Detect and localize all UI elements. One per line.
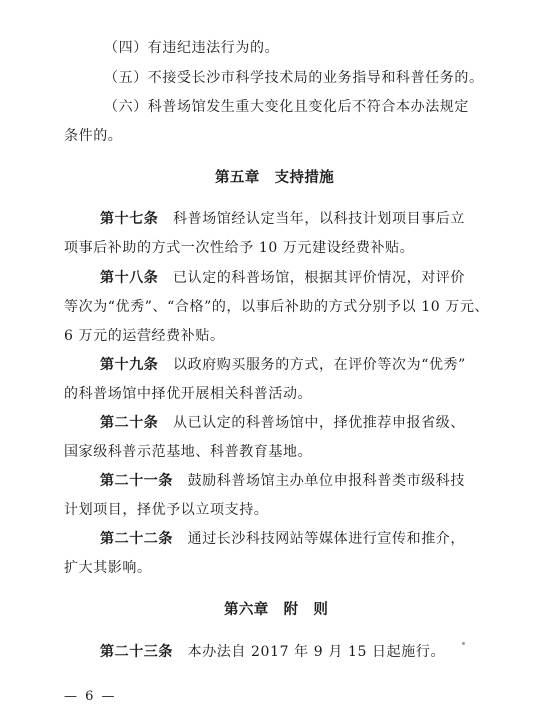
article-17-label: 第十七条 [100, 211, 159, 227]
article-19-label: 第十九条 [100, 357, 159, 373]
article-20-label: 第二十条 [100, 415, 159, 431]
article-21-text-1: 鼓励科普场馆主办单位申报科普类市级科技 [173, 473, 465, 489]
article-22-label: 第二十二条 [100, 531, 173, 547]
article-17-line-2: 项事后补助的方式一次性给予 10 万元建设经费补贴。 [64, 240, 415, 256]
chapter-5-title: 第五章 支持措施 [215, 169, 335, 186]
clause-6-line-1: （六）科普场馆发生重大变化且变化后不符合本办法规定 [104, 99, 469, 115]
article-19-line-2: 的科普场馆中择优开展相关科普活动。 [64, 386, 313, 402]
article-23-line-1 [100, 642, 445, 662]
article-23-label: 第二十三条 [100, 644, 173, 660]
article-20-text-1: 从已认定的科普场馆中，择优推荐申报省级、 [158, 415, 466, 431]
article-18-line-3: 6 万元的运营经费补贴。 [64, 328, 225, 344]
page-number: — 6 — [64, 689, 117, 704]
article-18-line-1 [100, 268, 465, 288]
article-19-text-1: 以政府购买服务的方式，在评价等次为“优秀” [158, 357, 466, 373]
article-17-line-1 [100, 209, 465, 229]
article-22-line-2: 扩大其影响。 [64, 560, 152, 576]
article-19-line-1 [100, 355, 466, 375]
clause-6-line-2: 条件的。 [64, 128, 123, 144]
article-22-line-1 [100, 529, 465, 549]
article-20-line-2: 国家级科普示范基地、科普教育基地。 [64, 444, 313, 460]
article-20-line-1 [100, 413, 465, 433]
scan-speck [462, 642, 465, 645]
clause-5: （五）不接受长沙市科学技术局的业务指导和科普任务的。 [104, 70, 484, 86]
chapter-6-title: 第六章 附 则 [224, 601, 329, 618]
article-18-line-2: 等次为“优秀”、“合格”的，以事后补助的方式分别予以 10 万元、 [64, 299, 490, 315]
clause-4: （四）有违纪违法行为的。 [104, 40, 280, 56]
article-17-text-1: 科普场馆经认定当年，以科技计划项目事后立 [158, 211, 466, 227]
article-18-label: 第十八条 [100, 270, 159, 286]
article-18-text-1: 已认定的科普场馆，根据其评价情况，对评价 [158, 270, 466, 286]
article-21-label: 第二十一条 [100, 473, 173, 489]
article-23-text-1: 本办法自 2017 年 9 月 15 日起施行。 [173, 644, 446, 660]
article-21-line-2: 计划项目，择优予以立项支持。 [64, 502, 269, 518]
article-22-text-1: 通过长沙科技网站等媒体进行宣传和推介， [173, 531, 465, 547]
article-21-line-1 [100, 471, 465, 491]
